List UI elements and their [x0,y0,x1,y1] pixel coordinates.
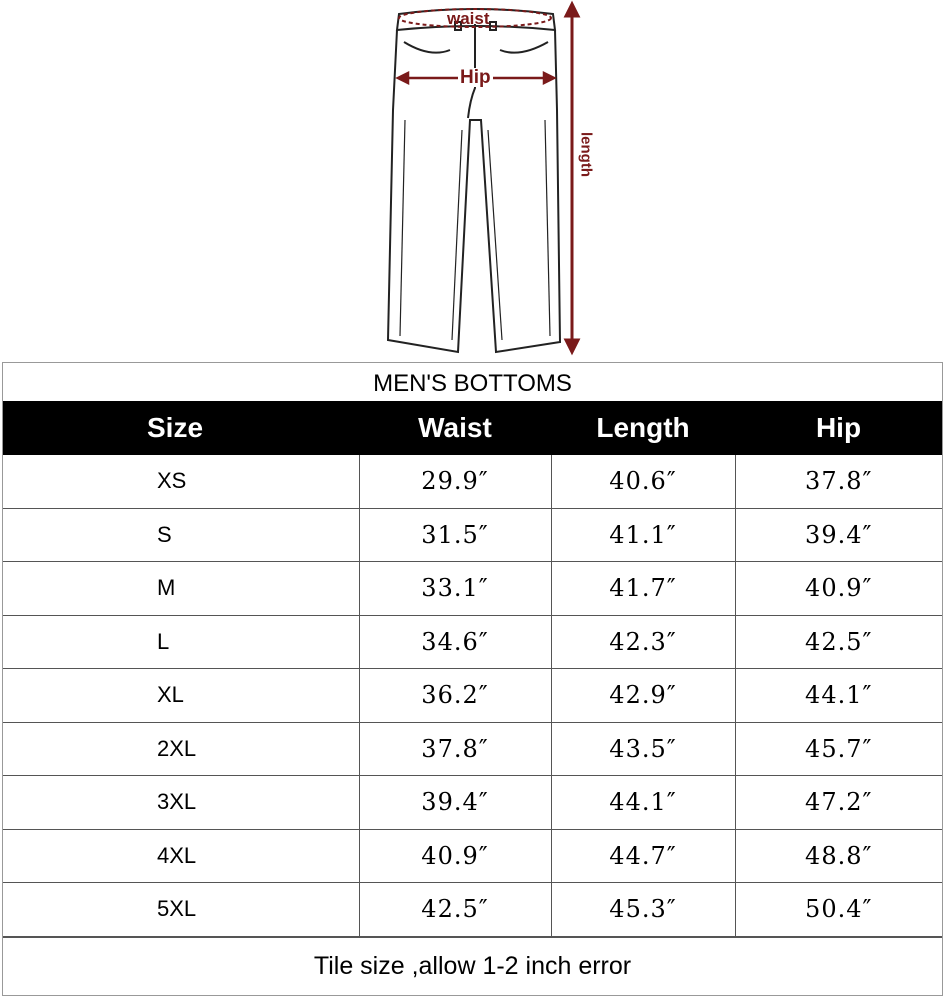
size-cell: 2XL [3,722,359,776]
size-cell: S [3,508,359,562]
table-row [3,883,942,937]
size-cell: 4XL [3,829,359,883]
size-cell: 5XL [3,883,359,937]
hip-cell: 42.5″ [735,615,942,669]
column-header-size: Size [3,401,359,455]
length-cell: 43.5″ [551,722,735,776]
length-cell: 42.3″ [551,615,735,669]
length-cell: 40.6″ [551,455,735,508]
column-header-hip: Hip [735,401,942,455]
size-cell: L [3,615,359,669]
size-cell: XL [3,669,359,723]
table-row [3,562,942,616]
table-row [3,776,942,830]
hip-cell: 44.1″ [735,669,942,723]
table-row [3,722,942,776]
hip-cell: 48.8″ [735,829,942,883]
waist-cell: 36.2″ [359,669,551,723]
hip-cell: 39.4″ [735,508,942,562]
waist-cell: 29.9″ [359,455,551,508]
size-table [3,401,942,937]
column-header-length: Length [551,401,735,455]
waist-label: waist [447,9,490,28]
tolerance-note: Tile size ,allow 1-2 inch error [3,937,942,994]
length-cell: 44.1″ [551,776,735,830]
hip-cell: 50.4″ [735,883,942,937]
waist-cell: 39.4″ [359,776,551,830]
length-label: length [577,132,595,177]
hip-label: Hip [460,67,491,88]
waist-cell: 40.9″ [359,829,551,883]
size-cell: 3XL [3,776,359,830]
length-cell: 42.9″ [551,669,735,723]
pants-measurement-diagram [0,0,946,362]
waist-cell: 34.6″ [359,615,551,669]
table-row [3,615,942,669]
length-measure-arrow [566,4,578,352]
table-row [3,508,942,562]
pants-illustration [0,0,946,362]
hip-cell: 40.9″ [735,562,942,616]
table-row [3,669,942,723]
waist-cell: 42.5″ [359,883,551,937]
waist-cell: 31.5″ [359,508,551,562]
length-cell: 44.7″ [551,829,735,883]
column-header-waist: Waist [359,401,551,455]
hip-cell: 37.8″ [735,455,942,508]
length-cell: 41.1″ [551,508,735,562]
hip-cell: 45.7″ [735,722,942,776]
size-chart-title: MEN'S BOTTOMS [373,370,572,397]
waist-cell: 33.1″ [359,562,551,616]
hip-cell: 47.2″ [735,776,942,830]
table-row [3,829,942,883]
table-header-row [3,401,942,455]
waist-cell: 37.8″ [359,722,551,776]
size-cell: XS [3,455,359,508]
size-chart [2,362,943,996]
size-cell: M [3,562,359,616]
table-row [3,455,942,508]
length-cell: 45.3″ [551,883,735,937]
length-cell: 41.7″ [551,562,735,616]
